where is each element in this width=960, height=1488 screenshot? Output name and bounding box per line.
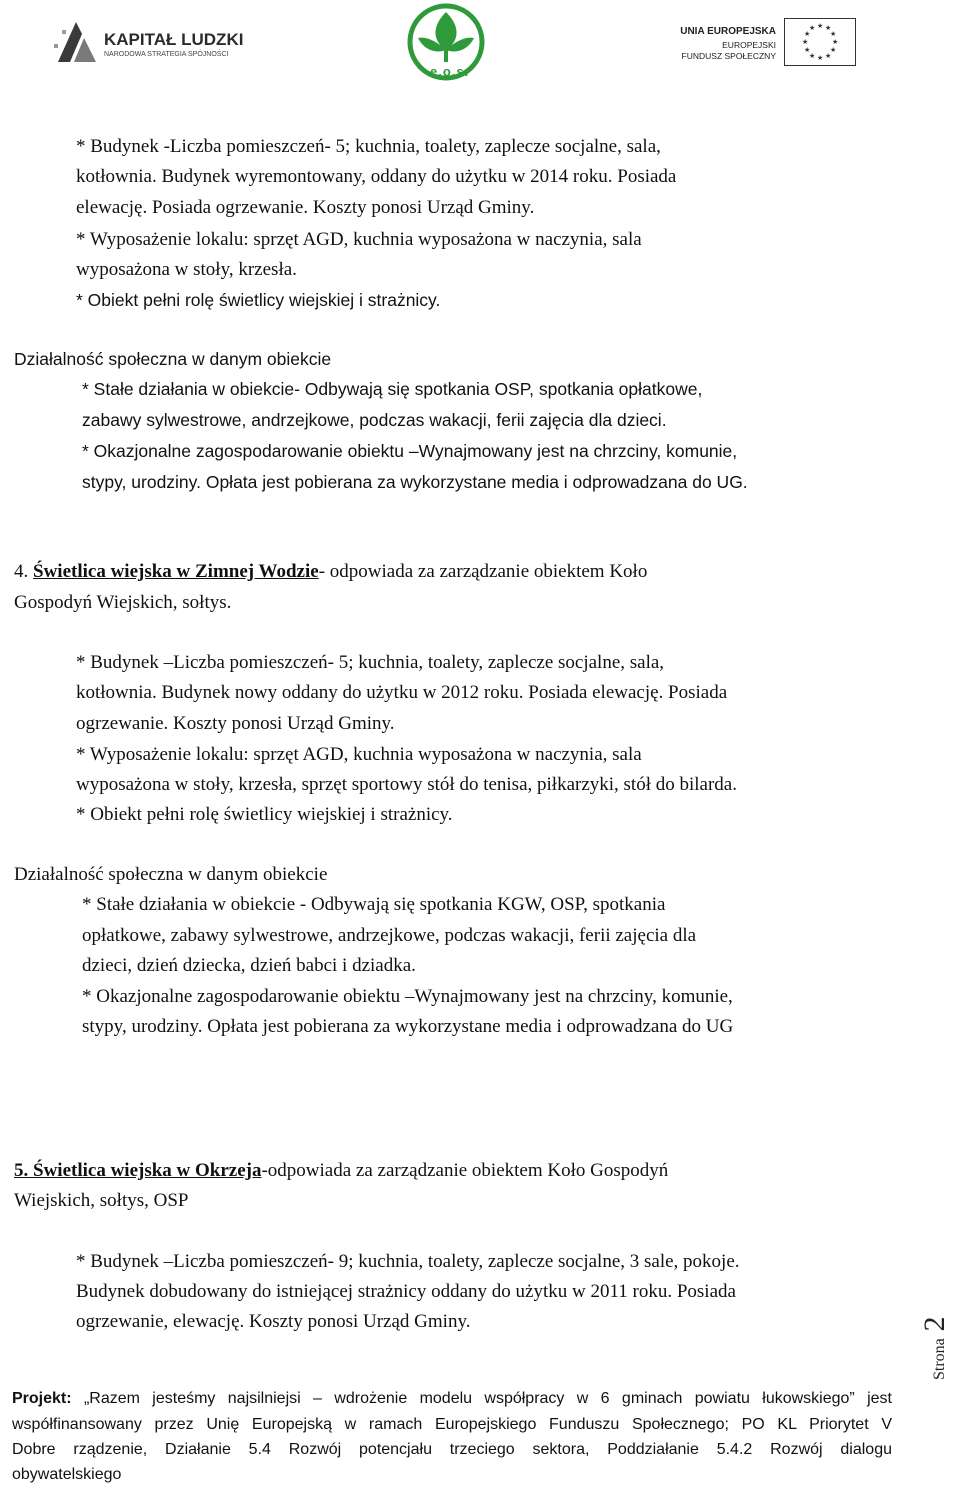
s5-budynek-line3: ogrzewanie, elewację. Koszty ponosi Urząd Gminy. [76, 1311, 471, 1332]
s3-stale-line1: * Stałe działania w obiekcie- Odbywają się spotkania OSP, spotkania opłatkowe, [82, 379, 703, 399]
s5-title-rest: -odpowiada za zarządzanie obiektem Koło Gospodyń [261, 1160, 669, 1181]
footer-line1 [12, 1389, 892, 1409]
s4-budynek-line2: kotłownia. Budynek nowy oddany do użytku w 2012 roku. Posiada elewację. Posiada [76, 682, 728, 703]
s3-stale-line2: zabawy sylwestrowe, andrzejkowe, podczas wakacji, ferii zajęcia dla dzieci. [82, 410, 667, 430]
s4-obiekt-line: * Obiekt pełni rolę świetlicy wiejskiej i strażnicy. [76, 804, 453, 825]
footer-projekt-label: Projekt: [12, 1390, 72, 1407]
footer-line4: obywatelskiego [12, 1466, 122, 1483]
svg-text:★: ★ [830, 46, 837, 54]
s4-stale-line1: * Stałe działania w obiekcie - Odbywają się spotkania KGW, OSP, spotkania [82, 894, 666, 915]
svg-text:★: ★ [825, 52, 832, 60]
eu-logo-line3: FUNDUSZ SPOŁECZNY [681, 51, 776, 61]
eu-logo-line1: UNIA EUROPEJSKA [680, 26, 776, 37]
svg-text:★: ★ [830, 30, 837, 38]
s3-obiekt-line: * Obiekt pełni rolę świetlicy wiejskiej i strażnicy. [76, 290, 441, 310]
s5-budynek-line1: * Budynek –Liczba pomieszczeń- 9; kuchnia, toalety, zaplecze socjalne, 3 sale, pokoje. [76, 1251, 740, 1272]
eu-flag-icon [784, 18, 856, 66]
svg-text:★: ★ [817, 22, 824, 30]
eos-logo-text: e.o.s. [430, 64, 470, 79]
kapital-ludzki-logo [52, 16, 242, 72]
s3-dzialalnosc-heading: Działalność społeczna w danym obiekcie [14, 349, 332, 369]
eu-efs-logo [680, 18, 860, 68]
s3-budynek-line2: kotłownia. Budynek wyremontowany, oddany do użytku w 2014 roku. Posiada [76, 166, 677, 187]
s3-wyposazenie-line2: wyposażona w stoły, krzesła. [76, 259, 297, 280]
s3-okazjonalne-line1: * Okazjonalne zagospodarowanie obiektu –Wynajmowany jest na chrzciny, komunie, [82, 441, 738, 461]
s4-okazjonalne-line1: * Okazjonalne zagospodarowanie obiektu –Wynajmowany jest na chrzciny, komunie, [82, 986, 733, 1007]
page-number-label: Strona [931, 1338, 948, 1380]
s4-title-rest: - odpowiada za zarządzanie obiektem Koło [318, 561, 648, 582]
svg-text:★: ★ [809, 24, 816, 32]
s4-stale-line3: dzieci, dzień dziecka, dzień babci i dziadka. [82, 955, 416, 976]
s4-title: Świetlica wiejska w Zimnej Wodzie [33, 561, 319, 582]
svg-text:★: ★ [809, 52, 816, 60]
svg-text:★: ★ [825, 24, 832, 32]
s3-budynek-line1: * Budynek -Liczba pomieszczeń- 5; kuchnia, toalety, zaplecze socjalne, sala, [76, 136, 661, 157]
svg-text:★: ★ [804, 30, 811, 38]
footer-line1-text: „Razem jesteśmy najsilniejsi – wdrożenie modelu współpracy w 6 gminach powiatu łukowskiego” jest [83, 1390, 892, 1407]
page-number-value: 2 [918, 1316, 951, 1332]
eos-logo [400, 2, 492, 88]
s4-number: 4. [14, 561, 29, 582]
s5-heading-line2: Wiejskich, sołtys, OSP [14, 1190, 189, 1211]
svg-text:★: ★ [802, 38, 809, 46]
s4-heading-line2: Gospodyń Wiejskich, sołtys. [14, 592, 232, 613]
s4-budynek-line1: * Budynek –Liczba pomieszczeń- 5; kuchnia, toalety, zaplecze socjalne, sala, [76, 652, 665, 673]
s4-heading [14, 561, 647, 583]
kapital-ludzki-emblem-icon [52, 18, 100, 68]
s4-stale-line2: opłatkowe, zabawy sylwestrowe, andrzejkowe, podczas wakacji, ferii zajęcia dla [82, 925, 697, 946]
svg-text:★: ★ [804, 46, 811, 54]
s4-dzialalnosc-heading: Działalność społeczna w danym obiekcie [14, 864, 328, 885]
page-number [918, 1300, 960, 1380]
s3-okazjonalne-line2: stypy, urodziny. Opłata jest pobierana za wykorzystane media i odprowadzana do UG. [82, 472, 748, 492]
svg-text:★: ★ [817, 54, 824, 62]
s4-wyposazenie-line1: * Wyposażenie lokalu: sprzęt AGD, kuchnia wyposażona w naczynia, sala [76, 744, 642, 765]
s3-wyposazenie-line1: * Wyposażenie lokalu: sprzęt AGD, kuchnia wyposażona w naczynia, sala [76, 229, 642, 250]
s4-wyposazenie-line2: wyposażona w stoły, krzesła, sprzęt sportowy stół do tenisa, piłkarzyki, stół do bilarda. [76, 774, 737, 795]
s3-budynek-line3: elewację. Posiada ogrzewanie. Koszty ponosi Urząd Gminy. [76, 197, 535, 218]
footer-line3: Dobre rządzenie, Działanie 5.4 Rozwój potencjału trzeciego sektora, Poddziałanie 5.4.2 Rozwój dialogu [12, 1441, 892, 1458]
kapital-ludzki-subtitle: NARODOWA STRATEGIA SPÓJNOŚCI [104, 51, 229, 58]
s5-heading [14, 1160, 668, 1182]
s4-okazjonalne-line2: stypy, urodziny. Opłata jest pobierana za wykorzystane media i odprowadzana do UG [82, 1016, 734, 1037]
svg-text:★: ★ [832, 38, 839, 46]
s5-budynek-line2: Budynek dobudowany do istniejącej strażnicy oddany do użytku w 2011 roku. Posiada [76, 1281, 736, 1302]
kapital-ludzki-title: KAPITAŁ LUDZKI [104, 30, 244, 49]
s4-budynek-line3: ogrzewanie. Koszty ponosi Urząd Gminy. [76, 713, 395, 734]
footer-line2: współfinansowany przez Unię Europejską w ramach Europejskiego Funduszu Społecznego; PO KL Priorytet V [12, 1416, 892, 1433]
eu-logo-line2: EUROPEJSKI [722, 40, 776, 50]
s5-title: 5. Świetlica wiejska w Okrzeja [14, 1160, 262, 1181]
